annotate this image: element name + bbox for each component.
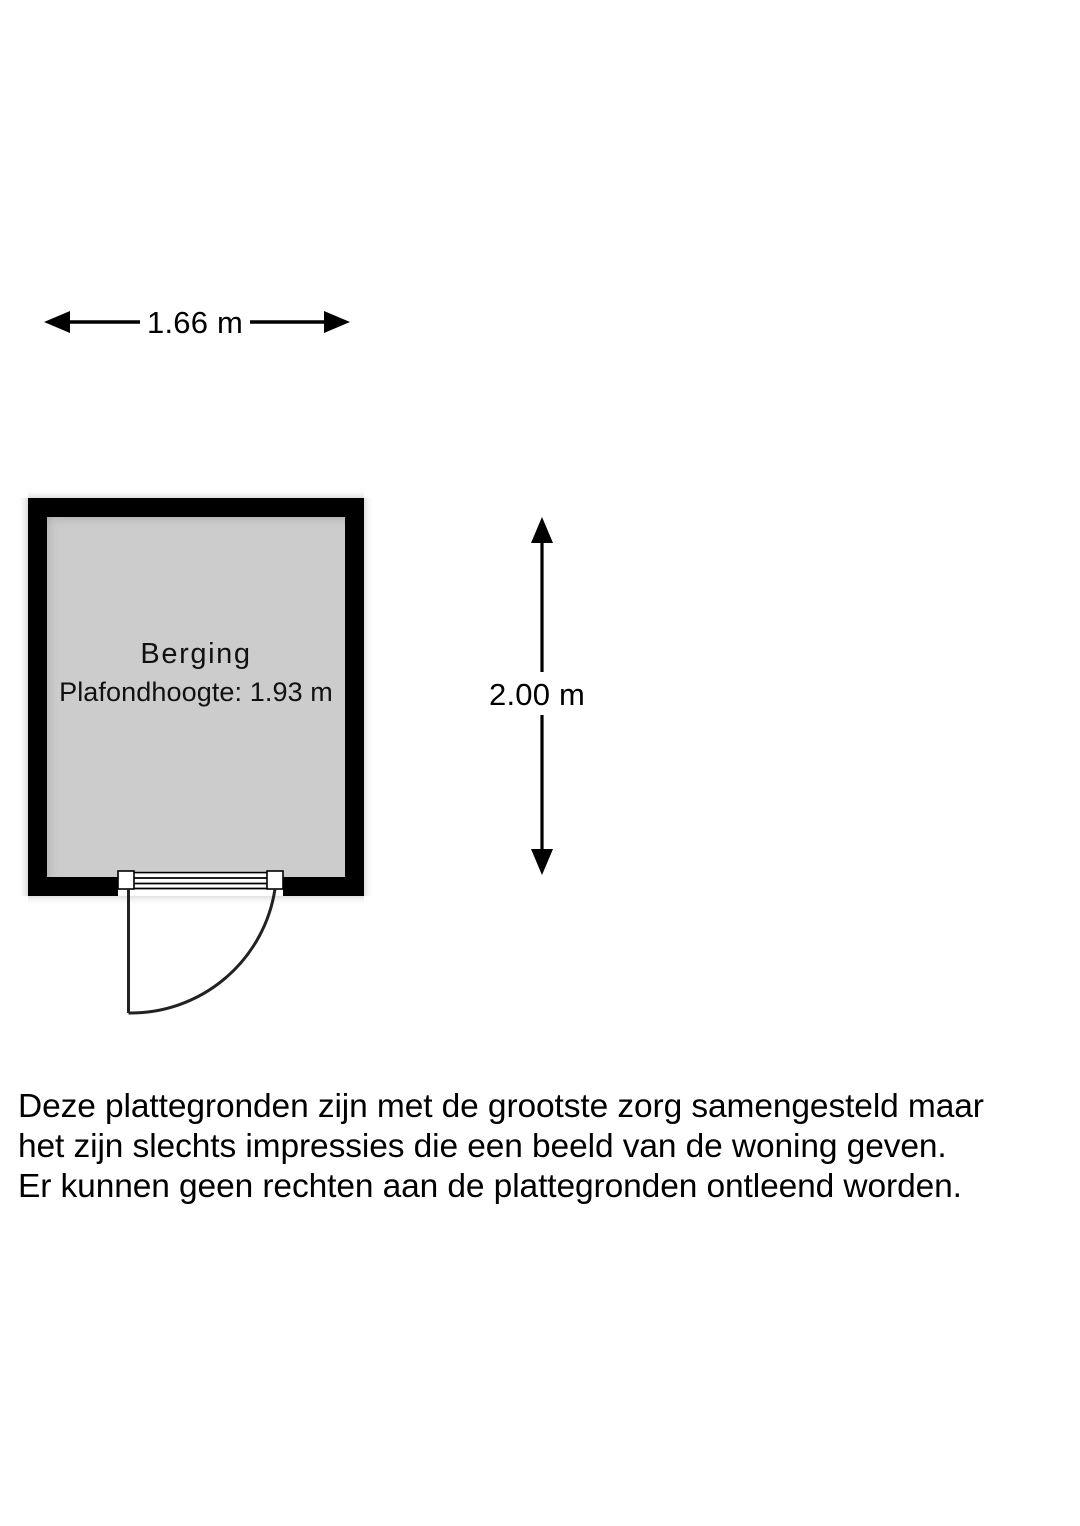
door: [118, 871, 283, 1013]
door-swing-arc: [129, 889, 276, 1013]
arrow-down-icon: [531, 849, 553, 875]
dimension-height-label: 2.00 m: [483, 675, 591, 715]
room-interior: [47, 517, 345, 877]
room-ceiling-height: Plafondhoogte: 1.93 m: [59, 677, 333, 707]
arrow-up-icon: [531, 517, 553, 543]
disclaimer-line-3: Er kunnen geen rechten aan de plattegronden ontleend worden.: [18, 1168, 962, 1205]
disclaimer: [18, 1087, 1064, 1207]
door-jamb-right: [267, 871, 283, 889]
room-name: Berging: [140, 638, 252, 670]
disclaimer-line-1: Deze plattegronden zijn met de grootste zorg samengesteld maar: [18, 1088, 984, 1125]
arrow-right-icon: [324, 311, 350, 333]
dimension-width-label: 1.66 m: [140, 305, 250, 341]
disclaimer-line-2: het zijn slechts impressies die een beeld van de woning geven.: [18, 1128, 947, 1165]
door-jamb-left: [118, 871, 134, 889]
arrow-left-icon: [44, 311, 70, 333]
